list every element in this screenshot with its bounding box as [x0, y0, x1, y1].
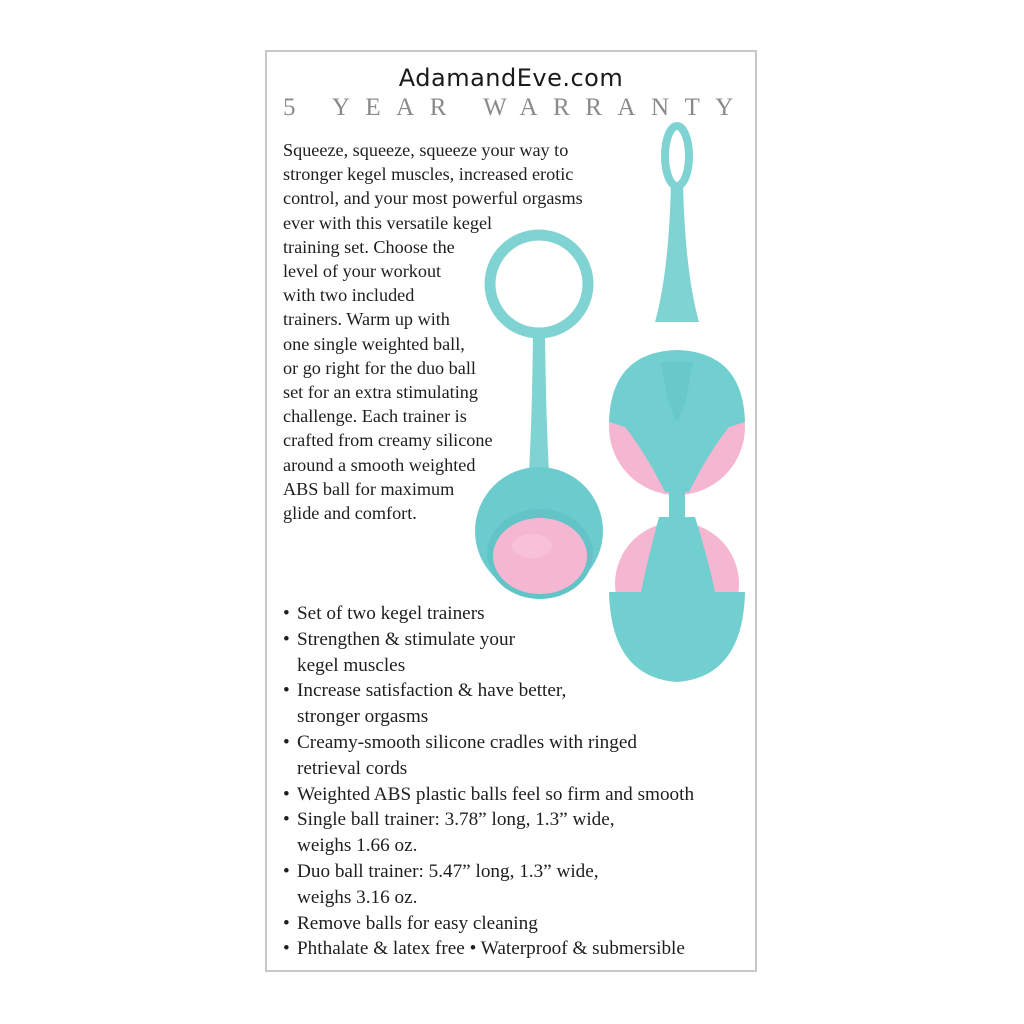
warranty-heading: 5 YEAR WARRANTY: [283, 94, 749, 121]
feature-item: • Creamy-smooth silicone cradles with ringed retrieval cords: [283, 731, 637, 779]
bullet-icon: •: [283, 809, 290, 831]
feature-item: • Phthalate & latex free • Waterproof & submersible: [283, 936, 694, 962]
description-line: around a smooth weighted: [283, 454, 476, 475]
feature-item: • Remove balls for easy cleaning: [283, 911, 694, 937]
description-line: level of your workout: [283, 261, 442, 282]
description-line: crafted from creamy silicone: [283, 430, 493, 451]
feature-list: [283, 601, 694, 962]
bullet-icon: •: [283, 938, 290, 960]
description-line: ABS ball for maximum: [283, 478, 455, 499]
feature-item: • Increase satisfaction & have better, stronger orgasms: [283, 680, 567, 728]
description-line: training set. Choose the: [283, 236, 455, 257]
feature-item: • Single ball trainer: 3.78” long, 1.3” wide, weighs 1.66 oz.: [283, 809, 615, 857]
description-line: challenge. Each trainer is: [283, 406, 467, 427]
description-line: set for an extra stimulating: [283, 382, 478, 403]
description-line: with two included: [283, 285, 415, 306]
feature-item: • Strengthen & stimulate your kegel muscles: [283, 628, 515, 676]
feature-item: • Duo ball trainer: 5.47” long, 1.3” wide, weighs 3.16 oz.: [283, 860, 599, 908]
bullet-icon: •: [283, 603, 290, 624]
bullet-icon: •: [283, 731, 290, 753]
description-line: trainers. Warm up with: [283, 309, 450, 330]
brand-url: AdamandEve.com: [398, 64, 624, 92]
bullet-icon: •: [283, 783, 290, 805]
feature-item: • Weighted ABS plastic balls feel so firm and smooth: [283, 782, 694, 808]
product-card: [265, 50, 757, 972]
description-line: ever with this versatile kegel: [283, 212, 493, 233]
feature-item: • Set of two kegel trainers: [283, 601, 694, 627]
description-line: or go right for the duo ball: [283, 357, 476, 378]
bullet-icon: •: [283, 912, 290, 934]
description-line: one single weighted ball,: [283, 333, 465, 354]
description-line: glide and comfort.: [283, 503, 417, 524]
bullet-icon: •: [283, 628, 290, 650]
description-line: control, and your most powerful orgasms: [283, 188, 583, 209]
bullet-icon: •: [283, 680, 290, 702]
description-line: Squeeze, squeeze, squeeze your way to: [283, 140, 569, 160]
bullet-icon: •: [283, 860, 290, 882]
description-line: stronger kegel muscles, increased erotic: [283, 164, 574, 185]
single-ball-trainer-image: [472, 228, 612, 608]
